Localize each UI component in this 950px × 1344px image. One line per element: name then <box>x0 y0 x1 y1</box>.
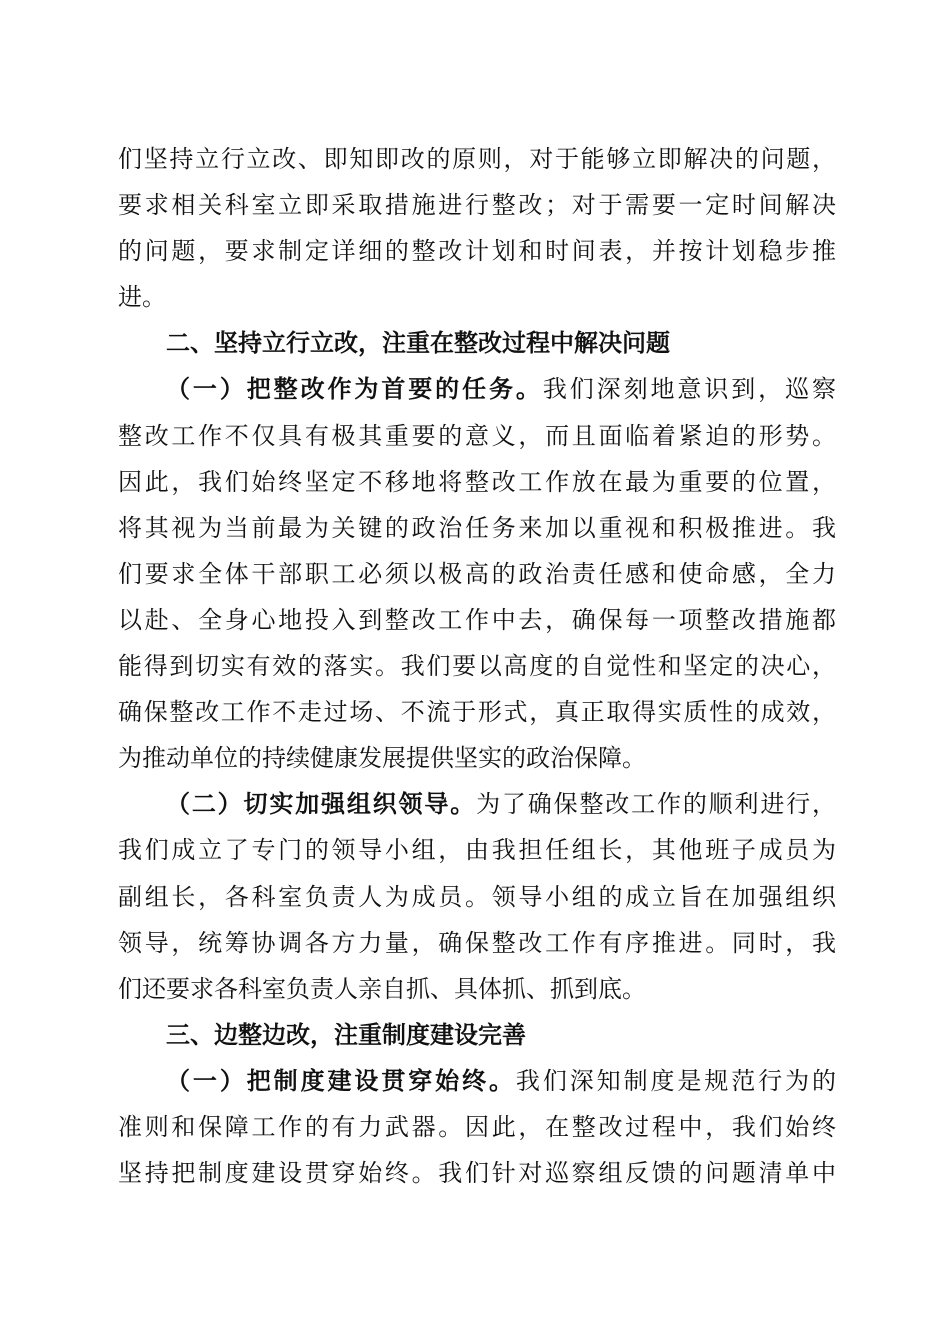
body-line: 确保整改工作不走过场、不流于形式，真正取得实质性的成效， <box>118 698 836 727</box>
subsection-title: （一）把制度建设贯穿始终。 <box>166 1066 516 1095</box>
body-line: 能得到切实有效的落实。我们要以高度的自觉性和坚定的决心， <box>118 652 836 681</box>
body-line: 以赴、全身心地投入到整改工作中去，确保每一项整改措施都 <box>118 605 836 634</box>
body-line: 的问题，要求制定详细的整改计划和时间表，并按计划稳步推 <box>118 237 836 266</box>
body-line: 我们成立了专门的领导小组，由我担任组长，其他班子成员为 <box>118 836 836 865</box>
body-line: 们坚持立行立改、即知即改的原则，对于能够立即解决的问题， <box>118 145 836 173</box>
section-heading-2: 二、坚持立行立改，注重在整改过程中解决问题 <box>166 329 670 358</box>
body-line: 因此，我们始终坚定不移地将整改工作放在最为重要的位置， <box>118 467 836 496</box>
body-line: 领导，统筹协调各方力量，确保整改工作有序推进。同时，我 <box>118 928 836 957</box>
body-line: 要求相关科室立即采取措施进行整改；对于需要一定时间解决 <box>118 191 836 220</box>
body-line: 准则和保障工作的有力武器。因此，在整改过程中，我们始终 <box>118 1112 836 1141</box>
body-line: 们要求全体干部职工必须以极高的政治责任感和使命感，全力 <box>118 559 836 588</box>
body-line: 将其视为当前最为关键的政治任务来加以重视和积极推进。我 <box>118 513 836 542</box>
paragraph-first-line <box>118 1058 836 1104</box>
body-line: 进。 <box>118 283 166 312</box>
document-body <box>118 136 836 1196</box>
body-text: 我们深知制度是规范行为的 <box>515 1066 836 1095</box>
body-line: 们还要求各科室负责人亲自抓、具体抓、抓到底。 <box>118 974 646 1003</box>
subsection-title: （一）把整改作为首要的任务。 <box>166 375 543 404</box>
paragraph-first-line <box>118 366 836 412</box>
paragraph-first-line <box>118 781 836 827</box>
section-heading-3: 三、边整边改，注重制度建设完善 <box>166 1020 526 1049</box>
body-text: 我们深刻地意识到，巡察 <box>542 375 836 404</box>
body-line: 整改工作不仅具有极其重要的意义，而且面临着紧迫的形势。 <box>118 421 836 450</box>
body-line: 副组长，各科室负责人为成员。领导小组的成立旨在加强组织 <box>118 882 836 911</box>
body-line: 为推动单位的持续健康发展提供坚实的政治保障。 <box>118 744 646 773</box>
body-line: 坚持把制度建设贯穿始终。我们针对巡察组反馈的问题清单中 <box>118 1159 836 1188</box>
body-text: 为了确保整改工作的顺利进行， <box>476 790 836 819</box>
subsection-title: （二）切实加强组织领导。 <box>166 790 477 819</box>
